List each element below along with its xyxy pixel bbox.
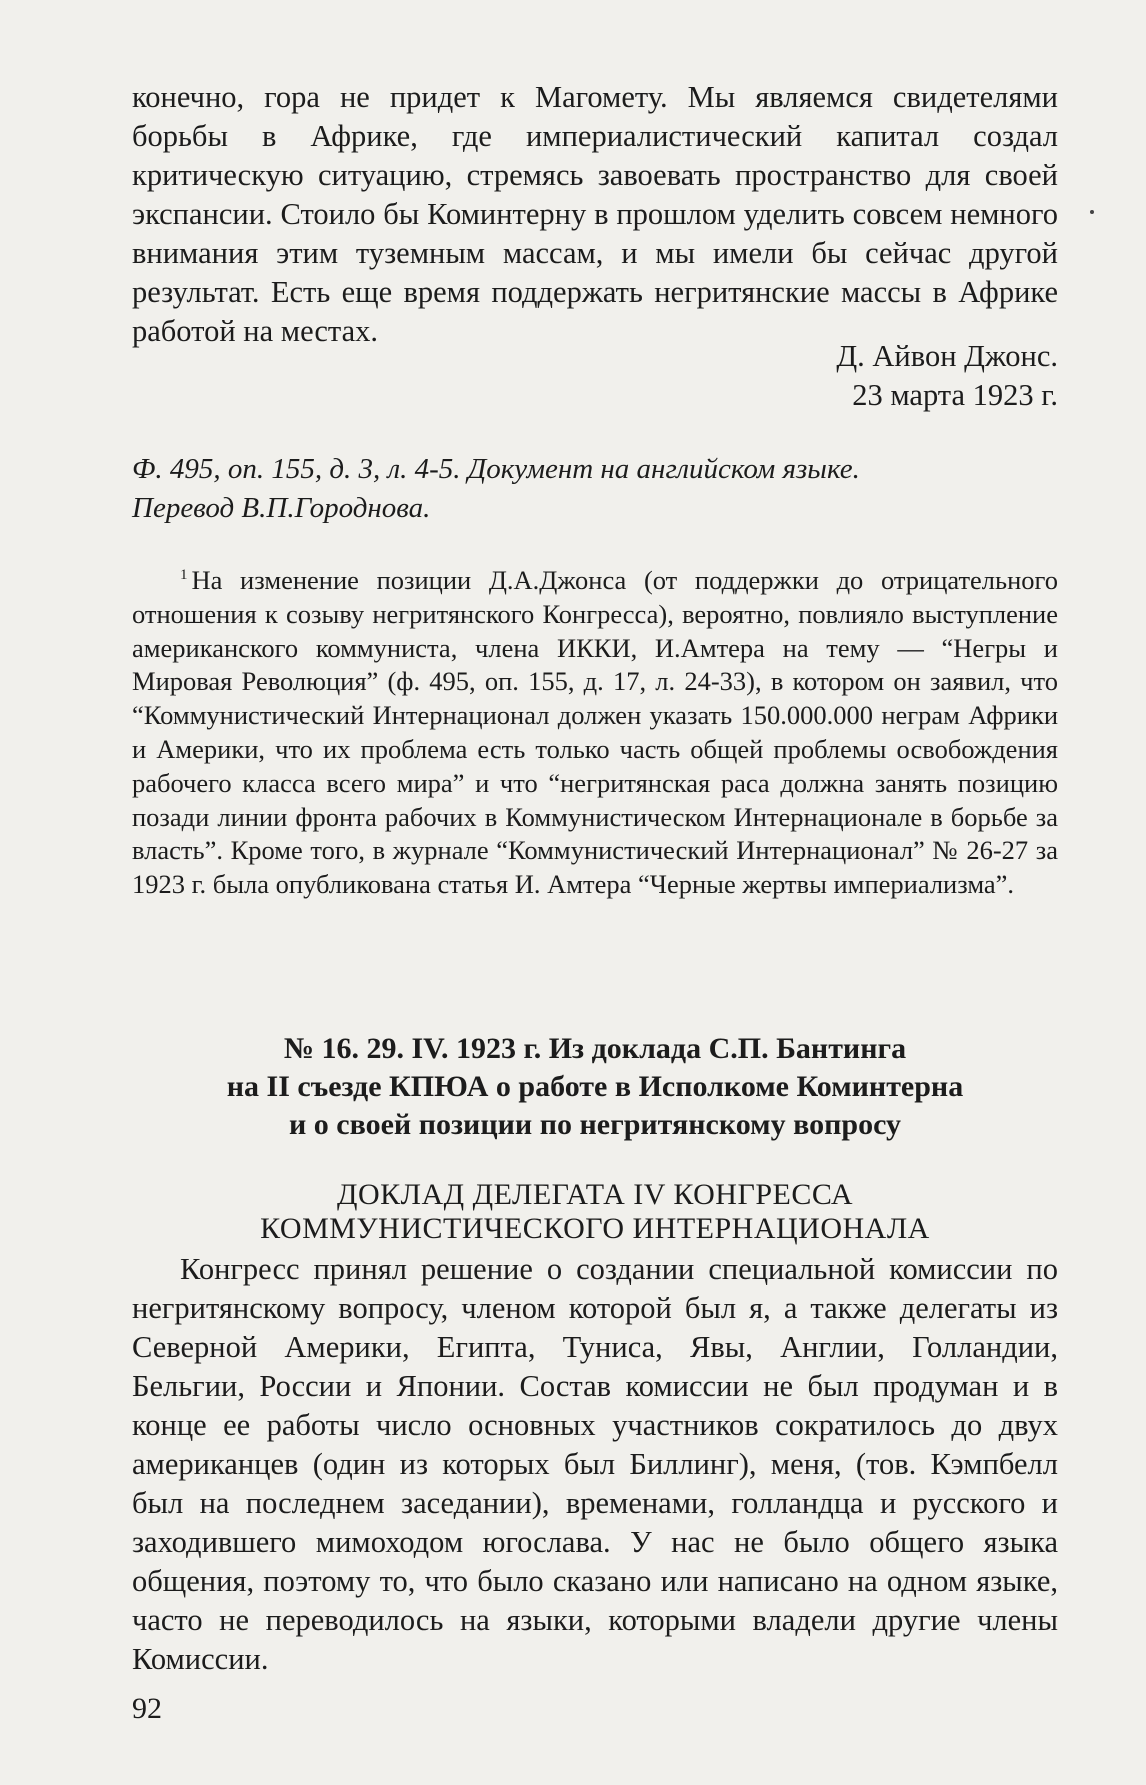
archive-reference xyxy=(132,450,1058,528)
footnote-text: На изменение позиции Д.А.Джонса (от поддержки до отрицательного отношения к созыву негритянского Конгресса), вероятно, повлияло выступление американского коммуниста, члена ИККИ, И.Амтера на тему — “Негры и Мировая Революция” (ф. 495, оп. 155, д. 17, л. 24-33), в котором он заявил, что “Коммунистический Интернационал должен указать 150.000.000 неграм Африки и Америки, что их проблема есть только часть общей проблемы освобождения рабочего класса всего мира” и что “негритянская раса должна занять позицию позади линии фронта рабочих в Коммунистическом Интернационале в борьбе за власть”. Кроме того, в журнале “Коммунистический Интернационал” № 26-27 за 1923 г. была опубликована статья И. Амтера “Черные жертвы империализма”. xyxy=(132,565,1058,900)
document-heading-line-1: № 16. 29. IV. 1923 г. Из доклада С.П. Бантинга xyxy=(283,1032,907,1065)
document-heading xyxy=(132,1030,1058,1144)
signature-date: 23 марта 1923 г. xyxy=(852,378,1058,412)
report-body xyxy=(132,1250,1058,1679)
letter-ending-paragraph: конечно, гора не придет к Магомету. Мы являемся свидетелями борьбы в Африке, где империалистический капитал создал критическую ситуацию, стремясь завоевать пространство для своей экспансии. Стоило бы Коминтерну в прошлом уделить совсем немного внимания этим туземным массам, и мы имели бы сейчас другой результат. Есть еще время поддержать негритянские массы в Африке работой на местах. xyxy=(132,80,1058,348)
archive-reference-line: Ф. 495, оп. 155, д. 3, л. 4-5. Документ на английском языке. xyxy=(132,453,860,485)
footnote xyxy=(132,559,1058,902)
signature-name: Д. Айвон Джонс. xyxy=(836,339,1058,373)
document-heading-line-2: на II съезде КПЮА о работе в Исполкоме Коминтерна xyxy=(226,1070,964,1103)
print-speck xyxy=(1090,210,1094,214)
letter-ending xyxy=(132,78,1058,351)
signature-block xyxy=(132,337,1058,415)
translator-line: Перевод В.П.Городнова. xyxy=(132,492,431,524)
report-paragraph: Конгресс принял решение о создании специальной комиссии по негритянскому вопросу, членом которой был я, а также делегаты из Северной Америки, Египта, Туниса, Явы, Англии, Голландии, Бельгии, России и Японии. Состав комиссии не был продуман и в конце ее работы число основных участников сократилось до двух американцев (один из которых был Биллинг), меня, (тов. Кэмпбелл был на последнем заседании), временами, голландца и русского и заходившего мимоходом югослава. У нас не было общего языка общения, поэтому то, что было сказано или написано на одном языке, часто не переводилось на языки, которыми владели другие члены Комиссии. xyxy=(132,1252,1058,1676)
report-subheading-line-2: КОММУНИСТИЧЕСКОГО ИНТЕРНАЦИОНАЛА xyxy=(260,1212,930,1245)
report-subheading-line-1: ДОКЛАД ДЕЛЕГАТА IV КОНГРЕССА xyxy=(336,1178,854,1211)
footnote-marker: 1 xyxy=(180,567,188,583)
report-subheading xyxy=(132,1178,1058,1246)
document-heading-line-3: и о своей позиции по негритянскому вопросу xyxy=(289,1108,901,1141)
page-number: 92 xyxy=(132,1692,162,1725)
